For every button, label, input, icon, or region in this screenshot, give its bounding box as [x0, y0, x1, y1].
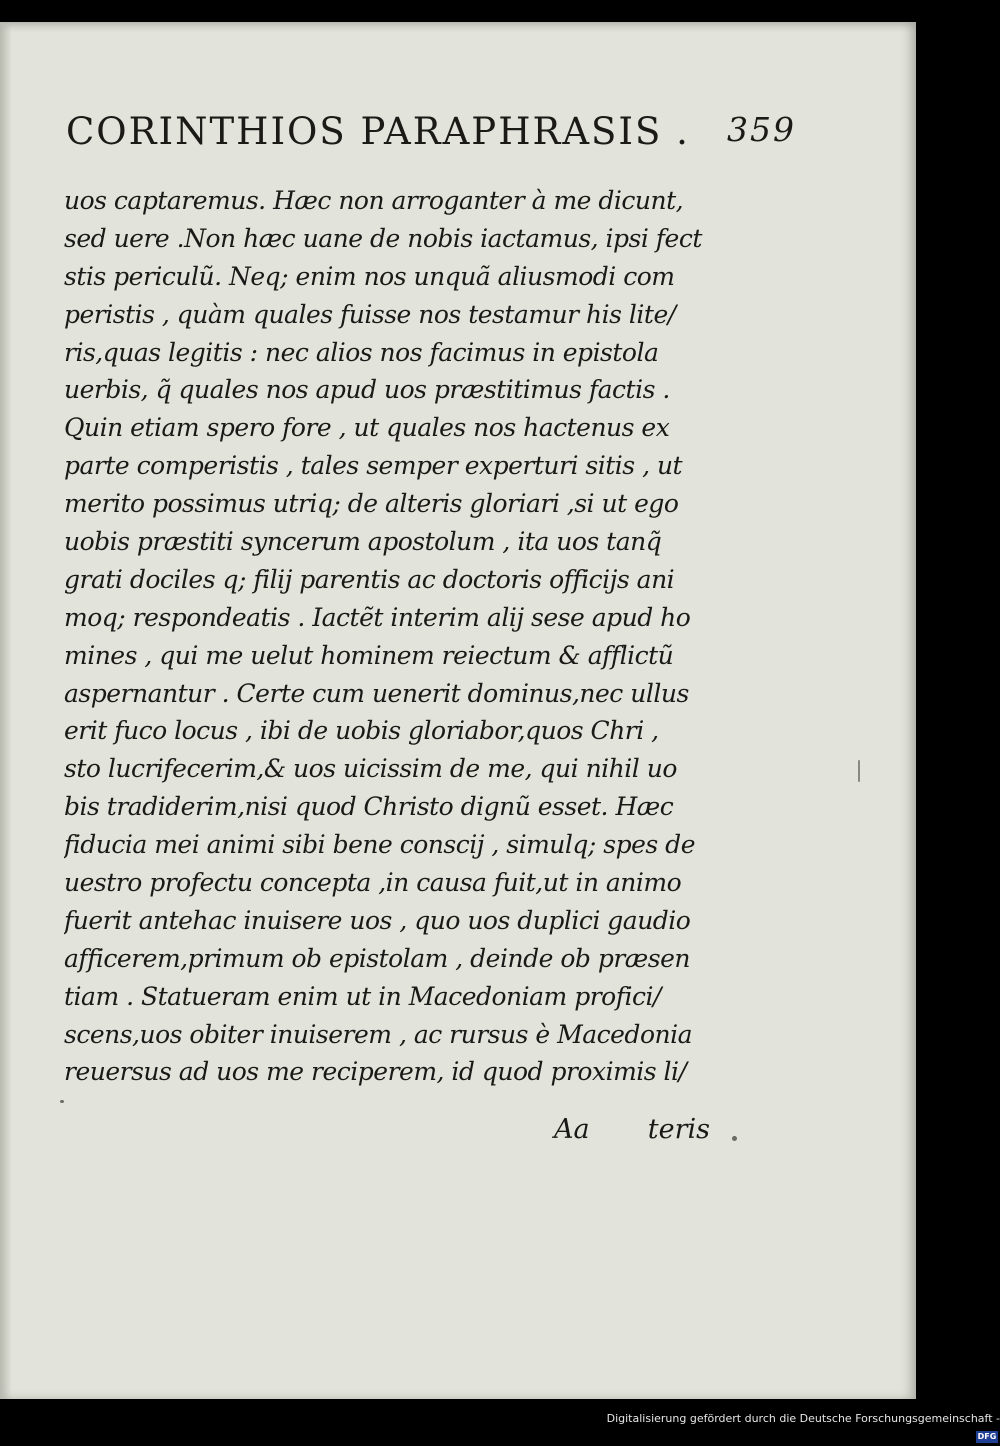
text-line: aspernantur . Certe cum uenerit dominus,nec ullus: [64, 678, 689, 708]
footer-credit-text: Digitalisierung gefördert durch die Deutsche Forschungsgemeinschaft -: [606, 1412, 1000, 1425]
text-line: merito possimus utriq; de alteris gloriari ,si ut ego: [64, 489, 679, 519]
catchword: teris: [647, 1114, 710, 1145]
ink-speck: [732, 1136, 737, 1141]
ink-speck: [60, 1100, 64, 1103]
running-head-title: CORINTHIOS PARAPHRASIS .: [66, 110, 690, 153]
catchword-line: [554, 1114, 710, 1154]
text-line: tiam . Statueram enim ut in Macedoniam profici/: [64, 981, 661, 1011]
page-number: 359: [727, 110, 796, 149]
text-line: parte comperistis , tales semper experturi sitis , ut: [64, 451, 683, 481]
text-line: stis periculũ. Neq; enim nos unquã aliusmodi com: [64, 261, 675, 291]
text-line: erit fuco locus , ibi de uobis gloriabor,quos Chri ,: [64, 716, 659, 746]
page-gutter-shadow: [0, 22, 12, 1399]
text-line: uerbis, q̃ quales nos apud uos præstitimus factis .: [64, 375, 670, 405]
text-line: mines , qui me uelut hominem reiectum & afflictũ: [64, 640, 674, 670]
text-line: sto lucrifecerim,& uos uicissim de me, qui nihil uo: [64, 754, 677, 784]
text-line: grati dociles q; filij parentis ac doctoris officijs ani: [64, 564, 675, 594]
text-line: reuersus ad uos me reciperem, id quod proximis li/: [64, 1057, 687, 1087]
signature-mark: Aa: [554, 1114, 590, 1145]
ink-speck: [858, 760, 860, 782]
text-line: uos captaremus. Hæc non arroganter à me dicunt,: [64, 186, 684, 215]
text-line: fuerit antehac inuisere uos , quo uos duplici gaudio: [64, 905, 691, 935]
text-line: uestro profectu concepta ,in causa fuit,ut in animo: [64, 868, 682, 898]
text-line: uobis præstiti syncerum apostolum , ita uos tanq̃: [64, 527, 662, 557]
running-head: [66, 110, 796, 160]
text-line: afficerem,primum ob epistolam , deinde ob præsen: [64, 943, 690, 973]
text-line: ris,quas legitis : nec alios nos facimus in epistola: [64, 337, 659, 367]
text-line: sed uere .Non hæc uane de nobis iactamus, ipsi fect: [64, 223, 702, 253]
body-text: [64, 182, 709, 1091]
text-line: bis tradiderim,nisi quod Christo dignũ esset. Hæc: [64, 792, 674, 822]
text-line: fiducia mei animi sibi bene conscij , simulq; spes de: [64, 830, 695, 860]
text-line: moq; respondeatis . Iactẽt interim alij sese apud ho: [64, 602, 691, 632]
text-line: scens,uos obiter inuiserem , ac rursus è Macedonia: [64, 1019, 692, 1049]
digitization-credit: [600, 1410, 1000, 1441]
text-line: peristis , quàm quales fuisse nos testamur his lite/: [64, 299, 676, 329]
text-line: Quin etiam spero fore , ut quales nos hactenus ex: [64, 413, 670, 443]
book-page: [0, 22, 916, 1399]
dfg-logo: DFG: [977, 1432, 997, 1441]
